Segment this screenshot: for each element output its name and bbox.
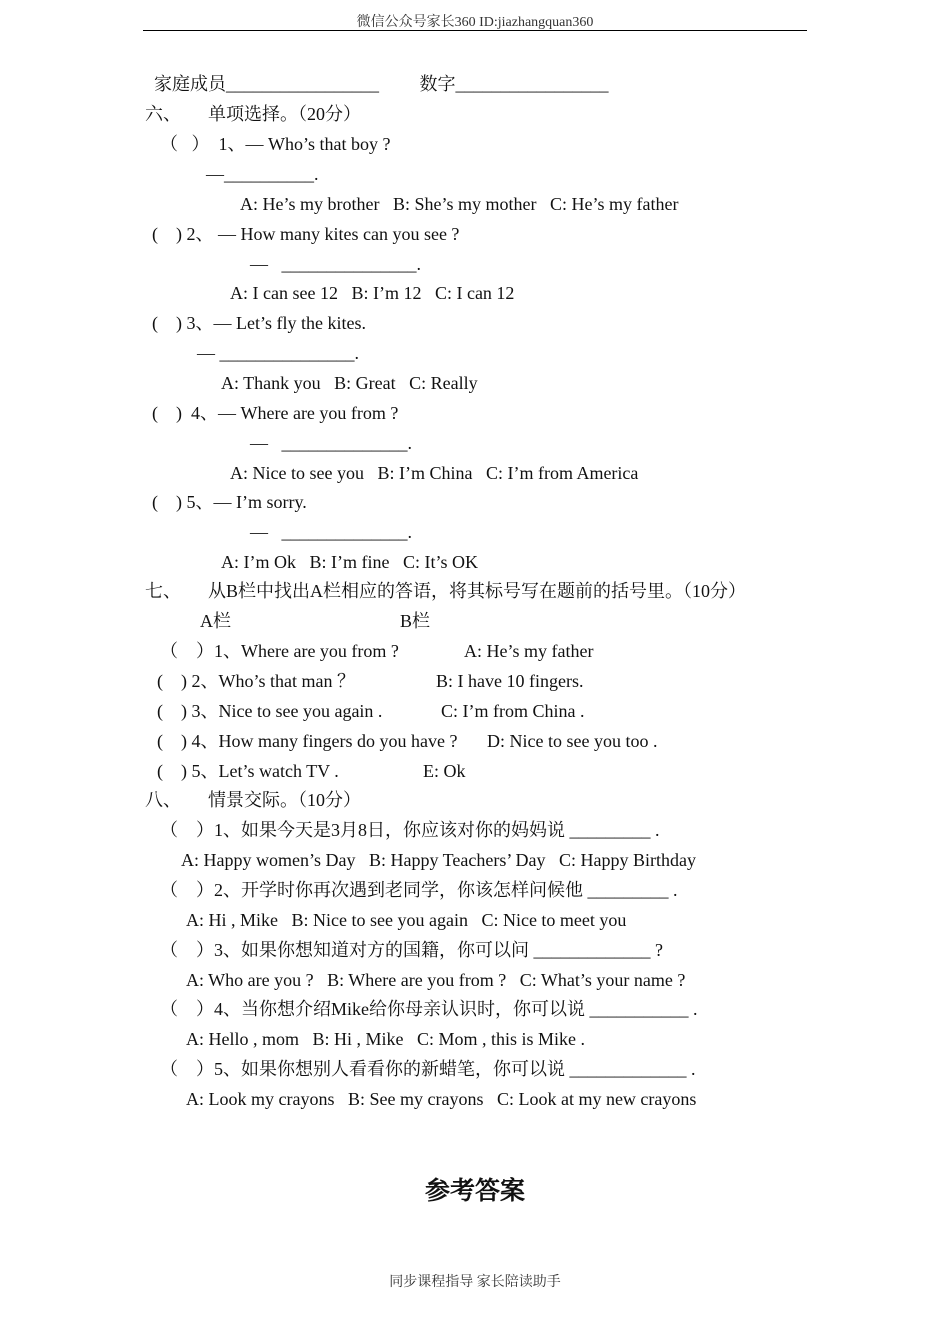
q6-2-question: ( ) 2、 — How many kites can you see ? <box>152 224 460 244</box>
q6-5-question: ( ) 5、— I’m sorry. <box>152 492 307 512</box>
page-header: 微信公众号家长360 ID:jiazhangquan360 <box>356 15 594 30</box>
answer-key-title: 参考答案 <box>424 1176 525 1205</box>
section-8-heading: 八、 情景交际。（10分） <box>145 790 361 810</box>
header-rule <box>143 30 807 31</box>
section-6-heading: 六、 单项选择。（20分） <box>145 104 361 124</box>
q6-4-blank: — ______________. <box>250 433 412 453</box>
q8-5-question: （ ）5、如果你想别人看看你的新蜡笔，你可以说 _____________ . <box>160 1059 696 1079</box>
q8-2-options: A: Hi , Mike B: Nice to see you again C: Nice to meet you <box>186 910 627 930</box>
column-b-label: B栏 <box>400 611 431 631</box>
q7-answer-a: A: He’s my father <box>464 641 594 661</box>
q6-4-question: ( ) 4、— Where are you from ? <box>152 403 399 423</box>
q6-1-options: A: He’s my brother B: She’s my mother C: He’s my father <box>240 194 679 214</box>
q6-2-options: A: I can see 12 B: I’m 12 C: I can 12 <box>230 283 515 303</box>
q7-answer-d: D: Nice to see you too . <box>487 731 658 751</box>
q8-3-options: A: Who are you ? B: Where are you from ? C: What’s your name ? <box>186 970 686 990</box>
q8-5-options: A: Look my crayons B: See my crayons C: Look at my new crayons <box>186 1089 697 1109</box>
q7-5-question: ( ) 5、Let’s watch TV . <box>157 761 339 781</box>
q8-1-options: A: Happy women’s Day B: Happy Teachers’ Day C: Happy Birthday <box>181 850 696 870</box>
q7-1-question: （ ）1、Where are you from ? <box>160 641 399 661</box>
q6-1-blank: —__________. <box>206 164 319 184</box>
q6-4-options: A: Nice to see you B: I’m China C: I’m from America <box>230 463 639 483</box>
family-number-line: 家庭成员_________________ 数字_________________ <box>154 74 609 94</box>
q6-1-question: （ ） 1、— Who’s that boy ? <box>160 134 391 154</box>
section-7-heading: 七、 从B栏中找出A栏相应的答语，将其标号写在题前的括号里。（10分） <box>145 581 747 601</box>
q7-4-question: ( ) 4、How many fingers do you have ? <box>157 731 458 751</box>
q6-3-options: A: Thank you B: Great C: Really <box>221 373 478 393</box>
q6-5-blank: — ______________. <box>250 522 412 542</box>
q8-2-question: （ ）2、开学时你再次遇到老同学，你该怎样问候他 _________ . <box>160 880 678 900</box>
q8-1-question: （ ）1、如果今天是3月8日，你应该对你的妈妈说 _________ . <box>160 820 660 840</box>
q6-3-blank: — _______________. <box>197 343 359 363</box>
page-footer: 同步课程指导 家长陪读助手 <box>389 1275 561 1290</box>
column-a-label: A栏 <box>200 611 231 631</box>
q8-3-question: （ ）3、如果你想知道对方的国籍，你可以问 _____________ ? <box>160 940 663 960</box>
q7-2-question: ( ) 2、Who’s that man ？ <box>157 671 355 691</box>
q7-3-question: ( ) 3、Nice to see you again . <box>157 701 383 721</box>
q7-answer-c: C: I’m from China . <box>441 701 585 721</box>
q6-2-blank: — _______________. <box>250 254 421 274</box>
q6-5-options: A: I’m Ok B: I’m fine C: It’s OK <box>221 552 478 572</box>
q6-3-question: ( ) 3、— Let’s fly the kites. <box>152 313 366 333</box>
q8-4-options: A: Hello , mom B: Hi , Mike C: Mom , this is Mike . <box>186 1029 586 1049</box>
q7-answer-b: B: I have 10 fingers. <box>436 671 584 691</box>
q7-answer-e: E: Ok <box>423 761 466 781</box>
q8-4-question: （ ）4、当你想介绍Mike给你母亲认识时，你可以说 ___________ . <box>160 999 698 1019</box>
